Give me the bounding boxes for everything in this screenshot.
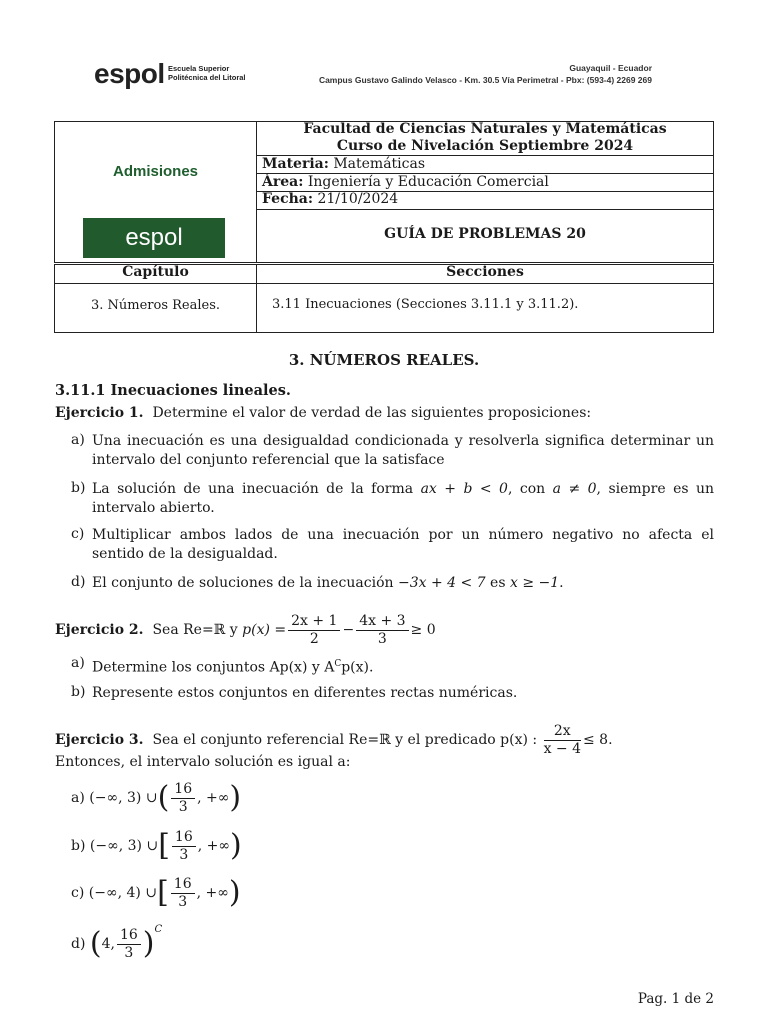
fraction: $\frac{4x + 3}{3}$ [356,613,408,648]
fraction: $\frac{16}{3}$ [171,781,195,816]
fraction: $\frac{2x + 1}{2}$ [288,613,340,648]
section-title: 3. NÚMEROS REALES. [288,351,480,369]
espol-logo [94,58,165,90]
badge-text: espol [125,224,183,251]
fraction: $\frac{16}{3}$ [171,876,195,911]
math-expression: −3x + 4 < 7 [397,575,486,591]
ex2-heading: Ejercicio 2. Sea Re=ℝ y p(x) = $\frac{2x + 1}{2}$ − $\frac{4x + 3}{3}$ ≥ 0 [55,612,436,647]
subsection-title: 3.11.1 Inecuaciones lineales. [55,382,291,399]
admisiones-label: Admisiones [112,163,199,180]
faculty-title: Facultad de Ciencias Naturales y Matemáticas [303,121,667,137]
ex2-item-text: Represente estos conjuntos en diferentes rectas numéricas. [92,685,518,701]
ex3-heading: Ejercicio 3. Sea el conjunto referencial Re=ℝ y el predicado p(x) : $\frac{2x}{x - 4}$ ≤ 8. [55,722,613,757]
ex3-option: c) (−∞, 4) ∪ [ $\frac{16}{3}$ , +∞ ) [71,875,241,910]
course-title: Curso de Nivelación Septiembre 2024 [336,138,634,154]
institution-name: Escuela Superior Politécnica del Litoral [168,64,246,82]
ex1-item-text: Multiplicar ambos lados de una inecuación por un número negativo no afecta el sentido de la desigualdad. [92,527,714,562]
ex1-item-text: El conjunto de soluciones de la inecuación −3x + 4 < 7 es x ≥ −1. [92,575,564,591]
ex3-option: b) (−∞, 3) ∪ [ $\frac{16}{3}$ , +∞ ) [71,828,242,863]
fraction: $\frac{16}{3}$ [172,829,196,864]
guide-title: GUÍA DE PROBLEMAS 20 [384,226,586,242]
ex1-heading: Ejercicio 1. Determine el valor de verdad de las siguientes proposiciones: [55,405,592,421]
math-expression: x ≥ −1 [509,575,560,591]
secciones-value: 3.11 Inecuaciones (Secciones 3.11.1 y 3.11.2). [272,297,579,312]
fraction: $\frac{16}{3}$ [117,927,141,962]
ex3-line2: Entonces, el intervalo solución es igual a: [55,754,351,770]
logo-text: espol [94,58,165,89]
ex2-item-text: Determine los conjuntos Ap(x) y $A^Cp(x)$. [92,659,374,676]
col-secciones: Secciones [446,264,524,280]
capitulo-value: 3. Números Reales. [90,298,221,313]
header-city: Guayaquil - Ecuador [569,63,652,73]
header-address: Campus Gustavo Galindo Velasco - Km. 30.5 Vía Perimetral - Pbx: (593-4) 2269 269 [318,75,652,85]
ex1-item-text: La solución de una inecuación de la forma ax + b < 0, con a ≠ 0, siempre es un intervalo abierto. [92,481,715,516]
ex1-item-label: b) [71,480,86,496]
area-row: Área: Ingeniería y Educación Comercial [262,174,549,190]
fecha-row: Fecha: 21/10/2024 [262,191,399,207]
page-number: Pag. 1 de 2 [637,991,714,1007]
ex1-item-text: Una inecuación es una desigualdad condicionada y resolverla significa determinar un intervalo del conjunto referencial que la satisface [92,433,714,468]
ex1-item-label: a) [71,432,85,448]
ex1-item-label: d) [71,574,86,590]
ex1-item-label: c) [71,526,85,542]
math-expression: ax + b < 0 [420,481,508,497]
ex2-item-label: a) [71,655,85,671]
materia-row: Materia: Matemáticas [262,156,426,172]
ex3-option: a) (−∞, 3) ∪ ( $\frac{16}{3}$ , +∞ ) [71,780,242,815]
ex2-item-label: b) [71,684,86,700]
fraction: $\frac{2x}{x - 4}$ [543,722,581,757]
espol-badge [83,218,225,258]
col-capitulo: Capítulo [122,264,189,280]
ex3-option: d) ( 4, $\frac{16}{3}$ ) $^C$ [71,924,163,961]
math-expression: a ≠ 0 [552,481,597,497]
